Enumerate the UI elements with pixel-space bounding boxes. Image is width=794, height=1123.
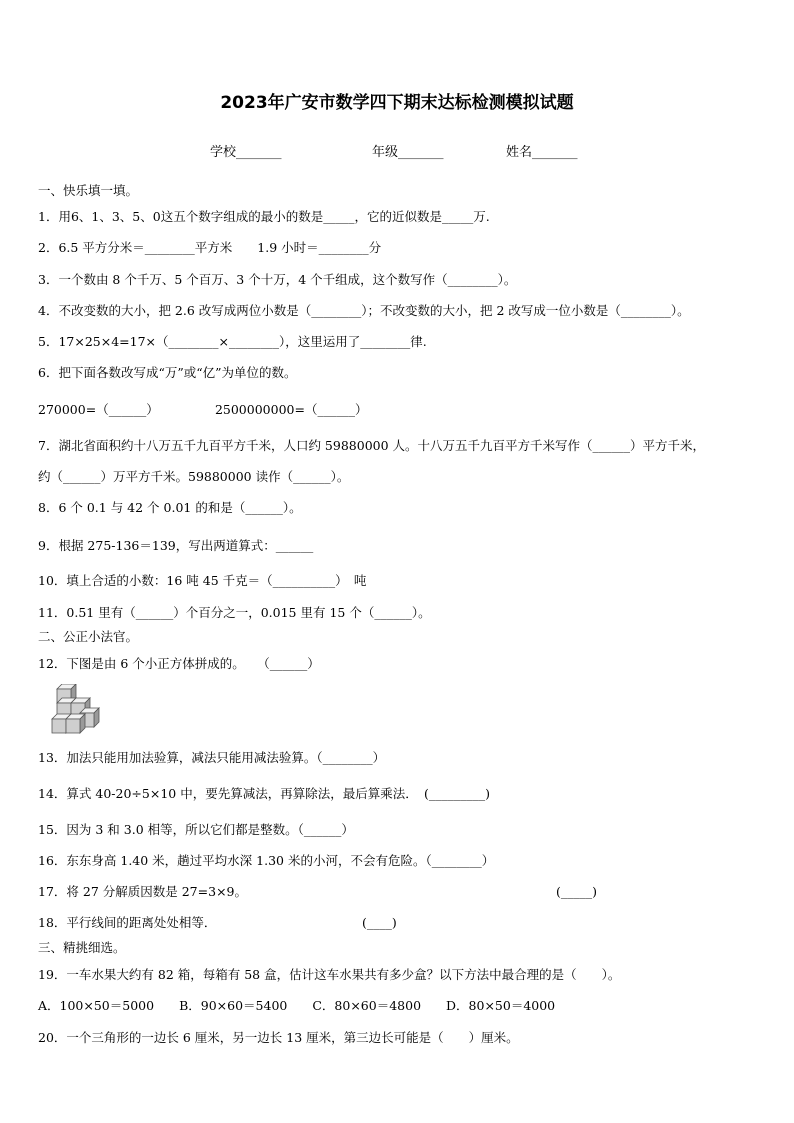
school-field: 学校_______ — [210, 145, 282, 160]
question-12: 12．下图是由 6 个小正方体拼成的。 （______） — [38, 656, 320, 671]
section-heading: 三、精挑细选。 — [38, 940, 126, 955]
question-4: 4．不改变数的大小，把 2.6 改写成两位小数是（________）；不改变数的大小，把 2 改写成一位小数是（________）。 — [38, 303, 690, 318]
question-5: 5．17×25×4=17×（________×________），这里运用了________律. — [38, 334, 427, 349]
question-20: 20．一个三角形的一边长 6 厘米，另一边长 13 厘米，第三边长可能是（ ）厘米。 — [38, 1030, 519, 1045]
question-1: 1．用6、1、3、5、0这五个数字组成的最小的数是_____，它的近似数是_____万. — [38, 209, 490, 224]
answer-blank-17: (_____) — [556, 884, 598, 899]
question-8: 8．6 个 0.1 与 42 个 0.01 的和是（______）。 — [38, 500, 302, 515]
question-10: 10．填上合适的小数：16 吨 45 千克＝（__________） 吨 — [38, 573, 367, 588]
section-heading: 一、快乐填一填。 — [38, 183, 139, 198]
question-14: 14．算式 40-20÷5×10 中，要先算减法，再算除法，最后算乘法． (_________) — [38, 786, 490, 801]
question-18: 18．平行线间的距离处处相等． — [38, 915, 217, 930]
name-field: 姓名_______ — [506, 145, 578, 160]
question-7: 7．湖北省面积约十八万五千九百平方千米，人口约 59880000 人。十八万五千九百平方千米写作（______）平方千米， — [38, 438, 706, 453]
question-2: 2．6.5 平方分米＝________平方米 1.9 小时＝________分 — [38, 240, 382, 255]
question-19-options: A．100×50＝5000 B．90×60＝5400 C．80×60＝4800 D．80×50＝4000 — [38, 998, 556, 1013]
question-9: 9．根据 275-136＝139，写出两道算式：______ — [38, 538, 314, 553]
question-6: 6．把下面各数改写成“万”或“亿”为单位的数。 — [38, 365, 297, 380]
exam-title: 2023年广安市数学四下期末达标检测模拟试题 — [220, 93, 574, 113]
question-13: 13．加法只能用加法验算，减法只能用减法验算。（________） — [38, 750, 386, 765]
question-19: 19．一车水果大约有 82 箱，每箱有 58 盒，估计这车水果共有多少盒？以下方法中最合理的是（ ）。 — [38, 967, 621, 982]
answer-blank-18: (____) — [362, 915, 397, 930]
section-heading: 二、公正小法官。 — [38, 629, 139, 644]
question-11: 11．0.51 里有（______）个百分之一，0.015 里有 15 个（______）。 — [38, 605, 431, 620]
question-17: 17．将 27 分解质因数是 27=3×9。 — [38, 884, 247, 899]
question-7-continued: 约（______）万平方千米。59880000 读作（______）。 — [38, 469, 350, 484]
question-16: 16．东东身高 1.40 米，趟过平均水深 1.30 米的小河，不会有危险。（________） — [38, 853, 495, 868]
stacked-cubes-figure — [44, 684, 100, 736]
question-6-items: 270000=（______） 2500000000=（______） — [38, 402, 368, 417]
question-15: 15．因为 3 和 3.0 相等，所以它们都是整数。（______） — [38, 822, 354, 837]
grade-field: 年级_______ — [372, 145, 444, 160]
question-3: 3．一个数由 8 个千万、5 个百万、3 个十万，4 个千组成，这个数写作（________）。 — [38, 272, 517, 287]
